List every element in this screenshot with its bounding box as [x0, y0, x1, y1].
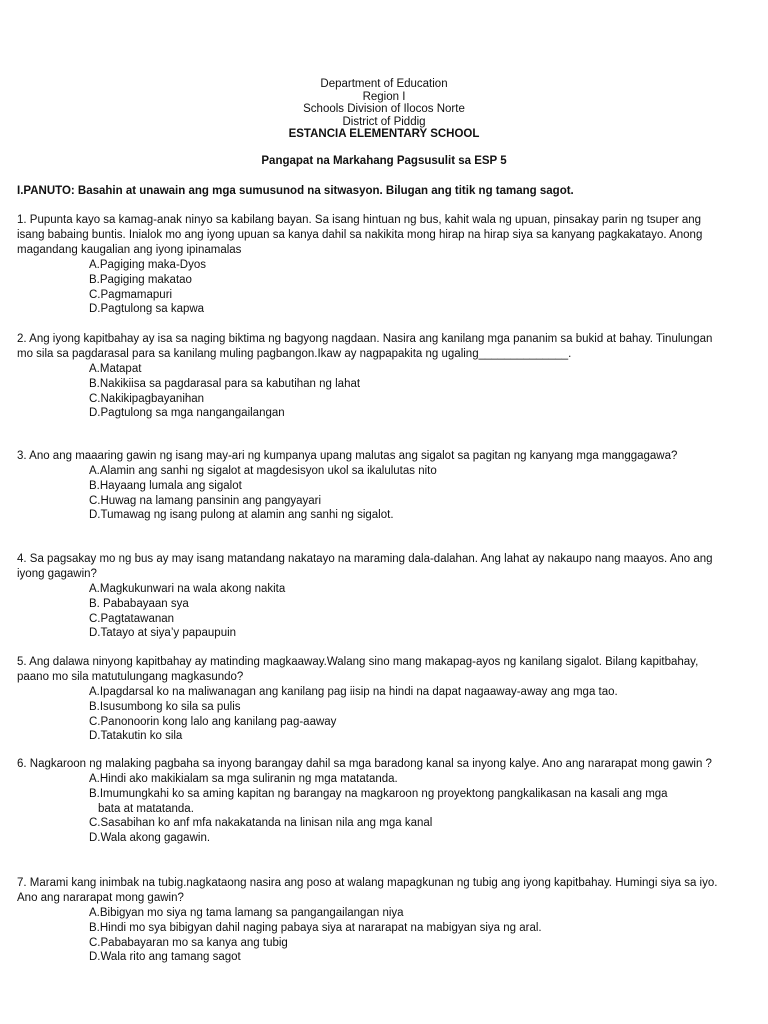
- choice-d[interactable]: D.Wala rito ang tamang sagot: [89, 951, 241, 964]
- choice-b[interactable]: [89, 787, 729, 817]
- choice-a[interactable]: A.Magkukunwari na wala akong nakita: [89, 583, 286, 595]
- header-region: Region I: [362, 90, 406, 103]
- choice-b[interactable]: B.Pagiging makatao: [89, 273, 192, 286]
- header-district: District of Piddig: [342, 115, 426, 128]
- question-7: [17, 876, 729, 965]
- header-department: Department of Education: [320, 78, 448, 90]
- choice-list: [17, 582, 729, 641]
- choice-b-text: B.Imumungkahi ko sa aming kapitan ng barangay na magkaroon ng proyektong pangkalikasan na kasali ang mga: [89, 787, 668, 800]
- choice-a[interactable]: A.Bibigyan mo siya ng tama lamang sa pangangailangan niya: [89, 907, 404, 919]
- choice-b-continuation: bata at matatanda.: [98, 802, 194, 815]
- choice-a[interactable]: A.Matapat: [89, 363, 142, 375]
- choice-c[interactable]: C.Nakikipagbayanihan: [89, 392, 205, 405]
- question-text: 2. Ang iyong kapitbahay ay isa sa naging biktima ng bagyong nagdaan. Nasira ang kanilang mga pananim sa bukid at bahay. Tinulungan mo sila sa pagdarasal para sa kanilang muling pagbangon.Ikaw ay nagpapakita ng ugaling______________.: [17, 333, 713, 360]
- choice-c[interactable]: C.Sasabihan ko anf mfa nakakatanda na linisan nila ang mga kanal: [89, 817, 433, 830]
- choice-list: [17, 362, 729, 421]
- choice-c[interactable]: C.Pagtatawanan: [89, 612, 175, 625]
- choice-d[interactable]: D.Pagtulong sa kapwa: [89, 303, 205, 316]
- choice-d[interactable]: D.Wala akong gagawin.: [89, 832, 211, 845]
- choice-a[interactable]: A.Hindi ako makikialam sa mga suliranin ng mga matatanda.: [89, 773, 398, 785]
- header-division: Schools Division of Ilocos Norte: [303, 103, 465, 115]
- choice-c[interactable]: C.Pagmamapuri: [89, 288, 173, 301]
- instructions: I.PANUTO: Basahin at unawain ang mga sumusunod na sitwasyon. Bilugan ang titik ng tamang sagot.: [17, 185, 574, 197]
- choice-list: [17, 258, 729, 317]
- choice-b[interactable]: B. Pababayaan sya: [89, 597, 189, 610]
- choice-c[interactable]: C.Huwag na lamang pansinin ang pangyayari: [89, 494, 322, 507]
- choice-c[interactable]: C.Pababayaran mo sa kanya ang tubig: [89, 936, 288, 949]
- choice-a[interactable]: A.Alamin ang sanhi ng sigalot at magdesisyon ukol sa ikalulutas nito: [89, 465, 437, 477]
- question-text: 3. Ano ang maaaring gawin ng isang may-ari ng kumpanya upang malutas ang sigalot sa pagitan ng kanyang mga manggagawa?: [17, 450, 678, 462]
- choice-list: [17, 464, 729, 523]
- question-text: 5. Ang dalawa ninyong kapitbahay ay matinding magkaaway.Walang sino mang makapag-ayos ng kanilang sigalot. Bilang kapitbahay, paano mo sila matutulungang magkasundo?: [17, 656, 699, 683]
- choice-d[interactable]: D.Pagtulong sa mga nangangailangan: [89, 407, 285, 420]
- exam-title: Pangapat na Markahang Pagsusulit sa ESP 5: [261, 155, 507, 167]
- choice-d[interactable]: D.Tatayo at siya’y papaupuin: [89, 627, 237, 640]
- question-text: 6. Nagkaroon ng malaking pagbaha sa inyong barangay dahil sa mga baradong kanal sa inyong kalye. Ano ang nararapat mong gawin ?: [17, 758, 712, 770]
- choice-b[interactable]: B.Hayaang lumala ang sigalot: [89, 479, 242, 492]
- choice-a[interactable]: A.Ipagdarsal ko na maliwanagan ang kanilang pag iisip na hindi na dapat nagaaway-away ang mga tao.: [89, 686, 618, 698]
- question-1: [17, 213, 729, 317]
- choice-list: [17, 906, 729, 965]
- choice-a[interactable]: A.Pagiging maka-Dyos: [89, 259, 206, 271]
- question-text: 7. Marami kang inimbak na tubig.nagkataong nasira ang poso at walang mapagkunan ng tubig ang iyong kapitbahay. Humingi siya sa iyo. Ano ang nararapat mong gawin?: [17, 877, 718, 904]
- choice-d[interactable]: D.Tatakutin ko sila: [89, 730, 183, 743]
- choice-d[interactable]: D.Tumawag ng isang pulong at alamin ang sanhi ng sigalot.: [89, 509, 394, 522]
- question-text: 4. Sa pagsakay mo ng bus ay may isang matandang nakatayo na maraming dala-dalahan. Ang lahat ay nakaupo nang maayos. Ano ang iyong gagawin?: [17, 553, 713, 580]
- document-header: [0, 78, 768, 141]
- header-school: ESTANCIA ELEMENTARY SCHOOL: [288, 128, 480, 140]
- question-text: 1. Pupunta kayo sa kamag-anak ninyo sa kabilang bayan. Sa isang hintuan ng bus, kahit wala ng upuan, pinsakay parin ng tsuper ang isang babaing buntis. Inialok mo ang iyong upuan sa kanya dahil sa nakikita mong hirap na hirap siya sa kanyang pagkakatayo. Anong magandang kaugalian ang iyong ipinamalas: [17, 214, 703, 256]
- choice-c[interactable]: C.Panonoorin kong lalo ang kanilang pag-aaway: [89, 715, 337, 728]
- choice-list: [17, 772, 729, 846]
- choice-b[interactable]: B.Hindi mo sya bibigyan dahil naging pabaya siya at nararapat na mabigyan siya ng aral.: [89, 921, 542, 934]
- question-3: [17, 449, 729, 523]
- question-5: [17, 655, 729, 744]
- question-4: [17, 552, 729, 641]
- choice-b[interactable]: B.Isusumbong ko sila sa pulis: [89, 700, 241, 713]
- question-6: [17, 757, 729, 846]
- choice-list: [17, 685, 729, 744]
- question-2: [17, 332, 729, 421]
- choice-b[interactable]: B.Nakikiisa sa pagdarasal para sa kabutihan ng lahat: [89, 377, 361, 390]
